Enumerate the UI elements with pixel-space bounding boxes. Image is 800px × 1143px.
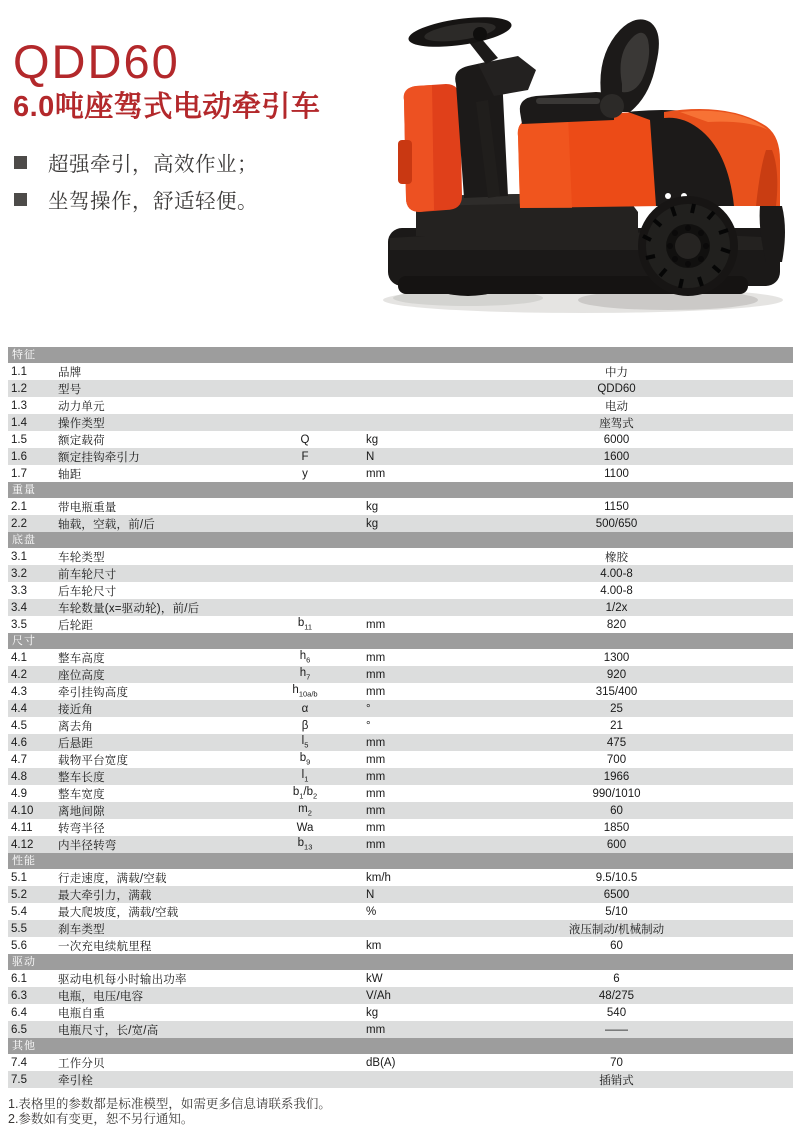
spec-row — [8, 1071, 793, 1088]
unit-cell: km/h — [366, 871, 391, 884]
unit-cell: N — [366, 450, 375, 463]
param-name-cell: 刹车类型 — [58, 923, 105, 936]
unit-cell: mm — [366, 753, 386, 766]
symbol-cell: $h_7$ — [299, 667, 311, 682]
unit-cell: V/Ah — [366, 989, 391, 1002]
row-number-cell: 1.1 — [11, 365, 27, 378]
value-cell: 600 — [606, 838, 627, 851]
param-name-cell: 一次充电续航里程 — [58, 940, 152, 953]
param-name-cell: 型号 — [58, 383, 82, 396]
spec-row — [8, 397, 793, 414]
symbol-cell: $l_5$ — [301, 735, 309, 750]
unit-cell: mm — [366, 787, 386, 800]
unit-cell: mm — [366, 685, 386, 698]
value-cell: 1850 — [603, 821, 630, 834]
param-name-cell: 最大牵引力，满载 — [58, 889, 152, 902]
spec-row — [8, 515, 793, 532]
value-cell: 5/10 — [605, 905, 628, 918]
value-cell: 1966 — [603, 770, 630, 783]
spec-row — [8, 734, 793, 751]
value-cell: 1/2x — [605, 601, 628, 614]
param-name-cell: 工作分贝 — [58, 1057, 105, 1070]
section-header-bar: 驱动 — [8, 954, 793, 970]
row-number-cell: 4.10 — [11, 804, 34, 817]
square-bullet-icon — [14, 193, 27, 206]
value-cell: 920 — [606, 668, 627, 681]
spec-row — [8, 819, 793, 836]
value-cell: —— — [605, 1023, 628, 1036]
spec-row — [8, 717, 793, 734]
param-name-cell: 转弯半径 — [58, 822, 105, 835]
spec-row — [8, 414, 793, 431]
unit-cell: % — [366, 905, 377, 918]
value-cell: 中力 — [605, 366, 628, 379]
row-number-cell: 1.7 — [11, 467, 27, 480]
value-cell: QDD60 — [597, 382, 636, 395]
row-number-cell: 4.6 — [11, 736, 27, 749]
unit-cell: mm — [366, 1023, 386, 1036]
spec-row — [8, 785, 793, 802]
spec-row — [8, 768, 793, 785]
symbol-cell: $h_6$ — [299, 650, 311, 665]
param-name-cell: 接近角 — [58, 703, 94, 716]
value-cell: 6500 — [603, 888, 630, 901]
spec-row — [8, 751, 793, 768]
spec-row — [8, 886, 793, 903]
unit-cell: kg — [366, 1006, 379, 1019]
row-number-cell: 6.4 — [11, 1006, 27, 1019]
param-name-cell: 轴载，空载，前/后 — [58, 518, 155, 531]
row-number-cell: 1.4 — [11, 416, 27, 429]
param-name-cell: 整车宽度 — [58, 788, 105, 801]
page-title: 6.0吨座驾式电动牵引车 — [13, 91, 321, 123]
spec-row — [8, 616, 793, 633]
section-header-bar: 尺寸 — [8, 633, 793, 649]
value-cell: 插销式 — [599, 1074, 634, 1087]
spec-row — [8, 987, 793, 1004]
spec-row — [8, 700, 793, 717]
symbol-cell: Q — [300, 433, 310, 446]
row-number-cell: 4.2 — [11, 668, 27, 681]
spec-row — [8, 836, 793, 853]
note: 1.表格里的参数都是标准模型，如需更多信息请联系我们。 — [8, 1097, 331, 1111]
unit-cell: ° — [366, 702, 371, 715]
param-name-cell: 整车长度 — [58, 771, 105, 784]
square-bullet-icon — [14, 156, 27, 169]
param-name-cell: 座位高度 — [58, 669, 105, 682]
value-cell: 橡胶 — [605, 551, 628, 564]
symbol-cell: $h_{10a/b}$ — [292, 684, 318, 699]
unit-cell: ° — [366, 719, 371, 732]
section-header-bar: 底盘 — [8, 532, 793, 548]
unit-cell: mm — [366, 804, 386, 817]
row-number-cell: 3.4 — [11, 601, 27, 614]
spec-row — [8, 903, 793, 920]
value-cell: 60 — [610, 804, 623, 817]
feature-bullet — [14, 184, 374, 214]
row-number-cell: 3.5 — [11, 618, 27, 631]
row-number-cell: 1.3 — [11, 399, 27, 412]
row-number-cell: 4.8 — [11, 770, 27, 783]
param-name-cell: 后轮距 — [58, 619, 94, 632]
row-number-cell: 3.1 — [11, 550, 27, 563]
value-cell: 21 — [610, 719, 623, 732]
row-number-cell: 6.5 — [11, 1023, 27, 1036]
param-name-cell: 后悬距 — [58, 737, 94, 750]
spec-row — [8, 465, 793, 482]
unit-cell: mm — [366, 838, 386, 851]
param-name-cell: 品牌 — [58, 366, 82, 379]
param-name-cell: 电瓶，电压/电容 — [58, 990, 144, 1003]
param-name-cell: 电瓶尺寸，长/宽/高 — [58, 1024, 159, 1037]
row-number-cell: 7.5 — [11, 1073, 27, 1086]
product-photo-tow-tractor — [368, 0, 800, 332]
symbol-cell: α — [301, 702, 309, 715]
row-number-cell: 7.4 — [11, 1056, 27, 1069]
param-name-cell: 车轮数量(x=驱动轮)，前/后 — [58, 602, 200, 615]
row-number-cell: 3.2 — [11, 567, 27, 580]
spec-row — [8, 920, 793, 937]
value-cell: 4.00-8 — [600, 584, 633, 597]
symbol-cell: Wa — [296, 821, 314, 834]
spec-row — [8, 1004, 793, 1021]
param-name-cell: 离地间隙 — [58, 805, 105, 818]
value-cell: 540 — [606, 1006, 627, 1019]
spec-row — [8, 431, 793, 448]
row-number-cell: 1.6 — [11, 450, 27, 463]
unit-cell: km — [366, 939, 382, 952]
row-number-cell: 4.9 — [11, 787, 27, 800]
param-name-cell: 行走速度，满载/空载 — [58, 872, 167, 885]
row-number-cell: 4.7 — [11, 753, 27, 766]
value-cell: 500/650 — [595, 517, 638, 530]
row-number-cell: 4.11 — [11, 821, 33, 834]
spec-row — [8, 448, 793, 465]
value-cell: 48/275 — [598, 989, 635, 1002]
spec-row — [8, 599, 793, 616]
param-name-cell: 后车轮尺寸 — [58, 585, 117, 598]
value-cell: 60 — [610, 939, 623, 952]
row-number-cell: 5.6 — [11, 939, 27, 952]
symbol-cell: $b_{13}$ — [297, 837, 313, 852]
param-name-cell: 载物平台宽度 — [58, 754, 129, 767]
spec-table — [8, 347, 793, 1088]
spec-row — [8, 363, 793, 380]
symbol-cell: $b_{11}$ — [297, 617, 313, 632]
value-cell: 4.00-8 — [600, 567, 633, 580]
footer-notes — [8, 1097, 331, 1127]
row-number-cell: 4.3 — [11, 685, 27, 698]
spec-row — [8, 1054, 793, 1071]
value-cell: 820 — [606, 618, 627, 631]
row-number-cell: 5.2 — [11, 888, 27, 901]
value-cell: 1100 — [604, 467, 629, 480]
spec-row — [8, 380, 793, 397]
symbol-cell: y — [302, 467, 308, 480]
row-number-cell: 3.3 — [11, 584, 27, 597]
param-name-cell: 最大爬坡度，满载/空载 — [58, 906, 179, 919]
param-name-cell: 驱动电机每小时输出功率 — [58, 973, 187, 986]
row-number-cell: 5.5 — [11, 922, 27, 935]
feature-bullets — [14, 147, 374, 221]
value-cell: 座驾式 — [599, 417, 634, 430]
row-number-cell: 5.1 — [11, 871, 27, 884]
symbol-cell: F — [301, 450, 309, 463]
feature-bullet — [14, 147, 374, 177]
symbol-cell: $b_1/b_2$ — [292, 786, 318, 801]
param-name-cell: 动力单元 — [58, 400, 105, 413]
row-number-cell: 4.1 — [11, 651, 27, 664]
section-header-bar: 性能 — [8, 853, 793, 869]
row-number-cell: 4.5 — [11, 719, 27, 732]
row-number-cell: 5.4 — [11, 905, 27, 918]
unit-cell: mm — [366, 668, 386, 681]
unit-cell: mm — [366, 736, 386, 749]
spec-row — [8, 970, 793, 987]
symbol-cell: β — [301, 719, 309, 732]
spec-row — [8, 802, 793, 819]
param-name-cell: 牵引挂钩高度 — [58, 686, 129, 699]
unit-cell: mm — [366, 618, 386, 631]
unit-cell: N — [366, 888, 375, 901]
row-number-cell: 2.1 — [11, 500, 27, 513]
spec-row — [8, 548, 793, 565]
spec-row — [8, 683, 793, 700]
value-cell: 315/400 — [595, 685, 638, 698]
value-cell: 475 — [606, 736, 627, 749]
unit-cell: kg — [366, 433, 379, 446]
value-cell: 电动 — [605, 400, 628, 413]
spec-row — [8, 937, 793, 954]
param-name-cell: 牵引栓 — [58, 1074, 94, 1087]
value-cell: 70 — [610, 1056, 623, 1069]
section-header-bar: 重量 — [8, 482, 793, 498]
value-cell: 1300 — [603, 651, 630, 664]
feature-text: 超强牵引，高效作业； — [48, 153, 258, 176]
unit-cell: mm — [366, 651, 386, 664]
symbol-cell: $l_1$ — [301, 769, 309, 784]
param-name-cell: 带电瓶重量 — [58, 501, 117, 514]
param-name-cell: 车轮类型 — [58, 551, 105, 564]
unit-cell: mm — [366, 467, 386, 480]
unit-cell: kg — [366, 517, 379, 530]
unit-cell: mm — [366, 821, 386, 834]
row-number-cell: 1.5 — [11, 433, 27, 446]
feature-text: 坐驾操作，舒适轻便。 — [48, 190, 258, 213]
value-cell: 6 — [613, 972, 620, 985]
unit-cell: kg — [366, 500, 379, 513]
note: 2.参数如有变更，恕不另行通知。 — [8, 1112, 194, 1126]
spec-row — [8, 582, 793, 599]
spec-row — [8, 649, 793, 666]
spec-row — [8, 565, 793, 582]
param-name-cell: 离去角 — [58, 720, 94, 733]
spec-row — [8, 666, 793, 683]
value-cell: 1600 — [603, 450, 630, 463]
unit-cell: dB(A) — [366, 1056, 396, 1069]
value-cell: 990/1010 — [592, 787, 641, 800]
param-name-cell: 整车高度 — [58, 652, 105, 665]
param-name-cell: 操作类型 — [58, 417, 105, 430]
row-number-cell: 6.3 — [11, 989, 27, 1002]
value-cell: 1150 — [604, 500, 629, 513]
row-number-cell: 2.2 — [11, 517, 27, 530]
section-header-bar: 其他 — [8, 1038, 793, 1054]
model-name: QDD60 — [13, 35, 180, 88]
unit-cell: mm — [366, 770, 386, 783]
value-cell: 6000 — [603, 433, 630, 446]
row-number-cell: 1.2 — [11, 382, 27, 395]
section-header-bar: 特征 — [8, 347, 793, 363]
param-name-cell: 轴距 — [58, 468, 82, 481]
spec-row — [8, 1021, 793, 1038]
value-cell: 700 — [606, 753, 627, 766]
param-name-cell: 内半径转弯 — [58, 839, 117, 852]
value-cell: 液压制动/机械制动 — [568, 923, 665, 936]
spec-row — [8, 869, 793, 886]
symbol-cell: $b_9$ — [299, 752, 311, 767]
param-name-cell: 额定载荷 — [58, 434, 105, 447]
param-name-cell: 电瓶自重 — [58, 1007, 105, 1020]
param-name-cell: 额定挂钩牵引力 — [58, 451, 140, 464]
spec-row — [8, 498, 793, 515]
value-cell: 25 — [610, 702, 623, 715]
value-cell: 9.5/10.5 — [595, 871, 638, 884]
row-number-cell: 6.1 — [11, 972, 27, 985]
symbol-cell: $m_2$ — [298, 803, 312, 818]
param-name-cell: 前车轮尺寸 — [58, 568, 117, 581]
row-number-cell: 4.4 — [11, 702, 27, 715]
row-number-cell: 4.12 — [11, 838, 34, 851]
title-block — [13, 35, 373, 124]
unit-cell: kW — [366, 972, 383, 985]
